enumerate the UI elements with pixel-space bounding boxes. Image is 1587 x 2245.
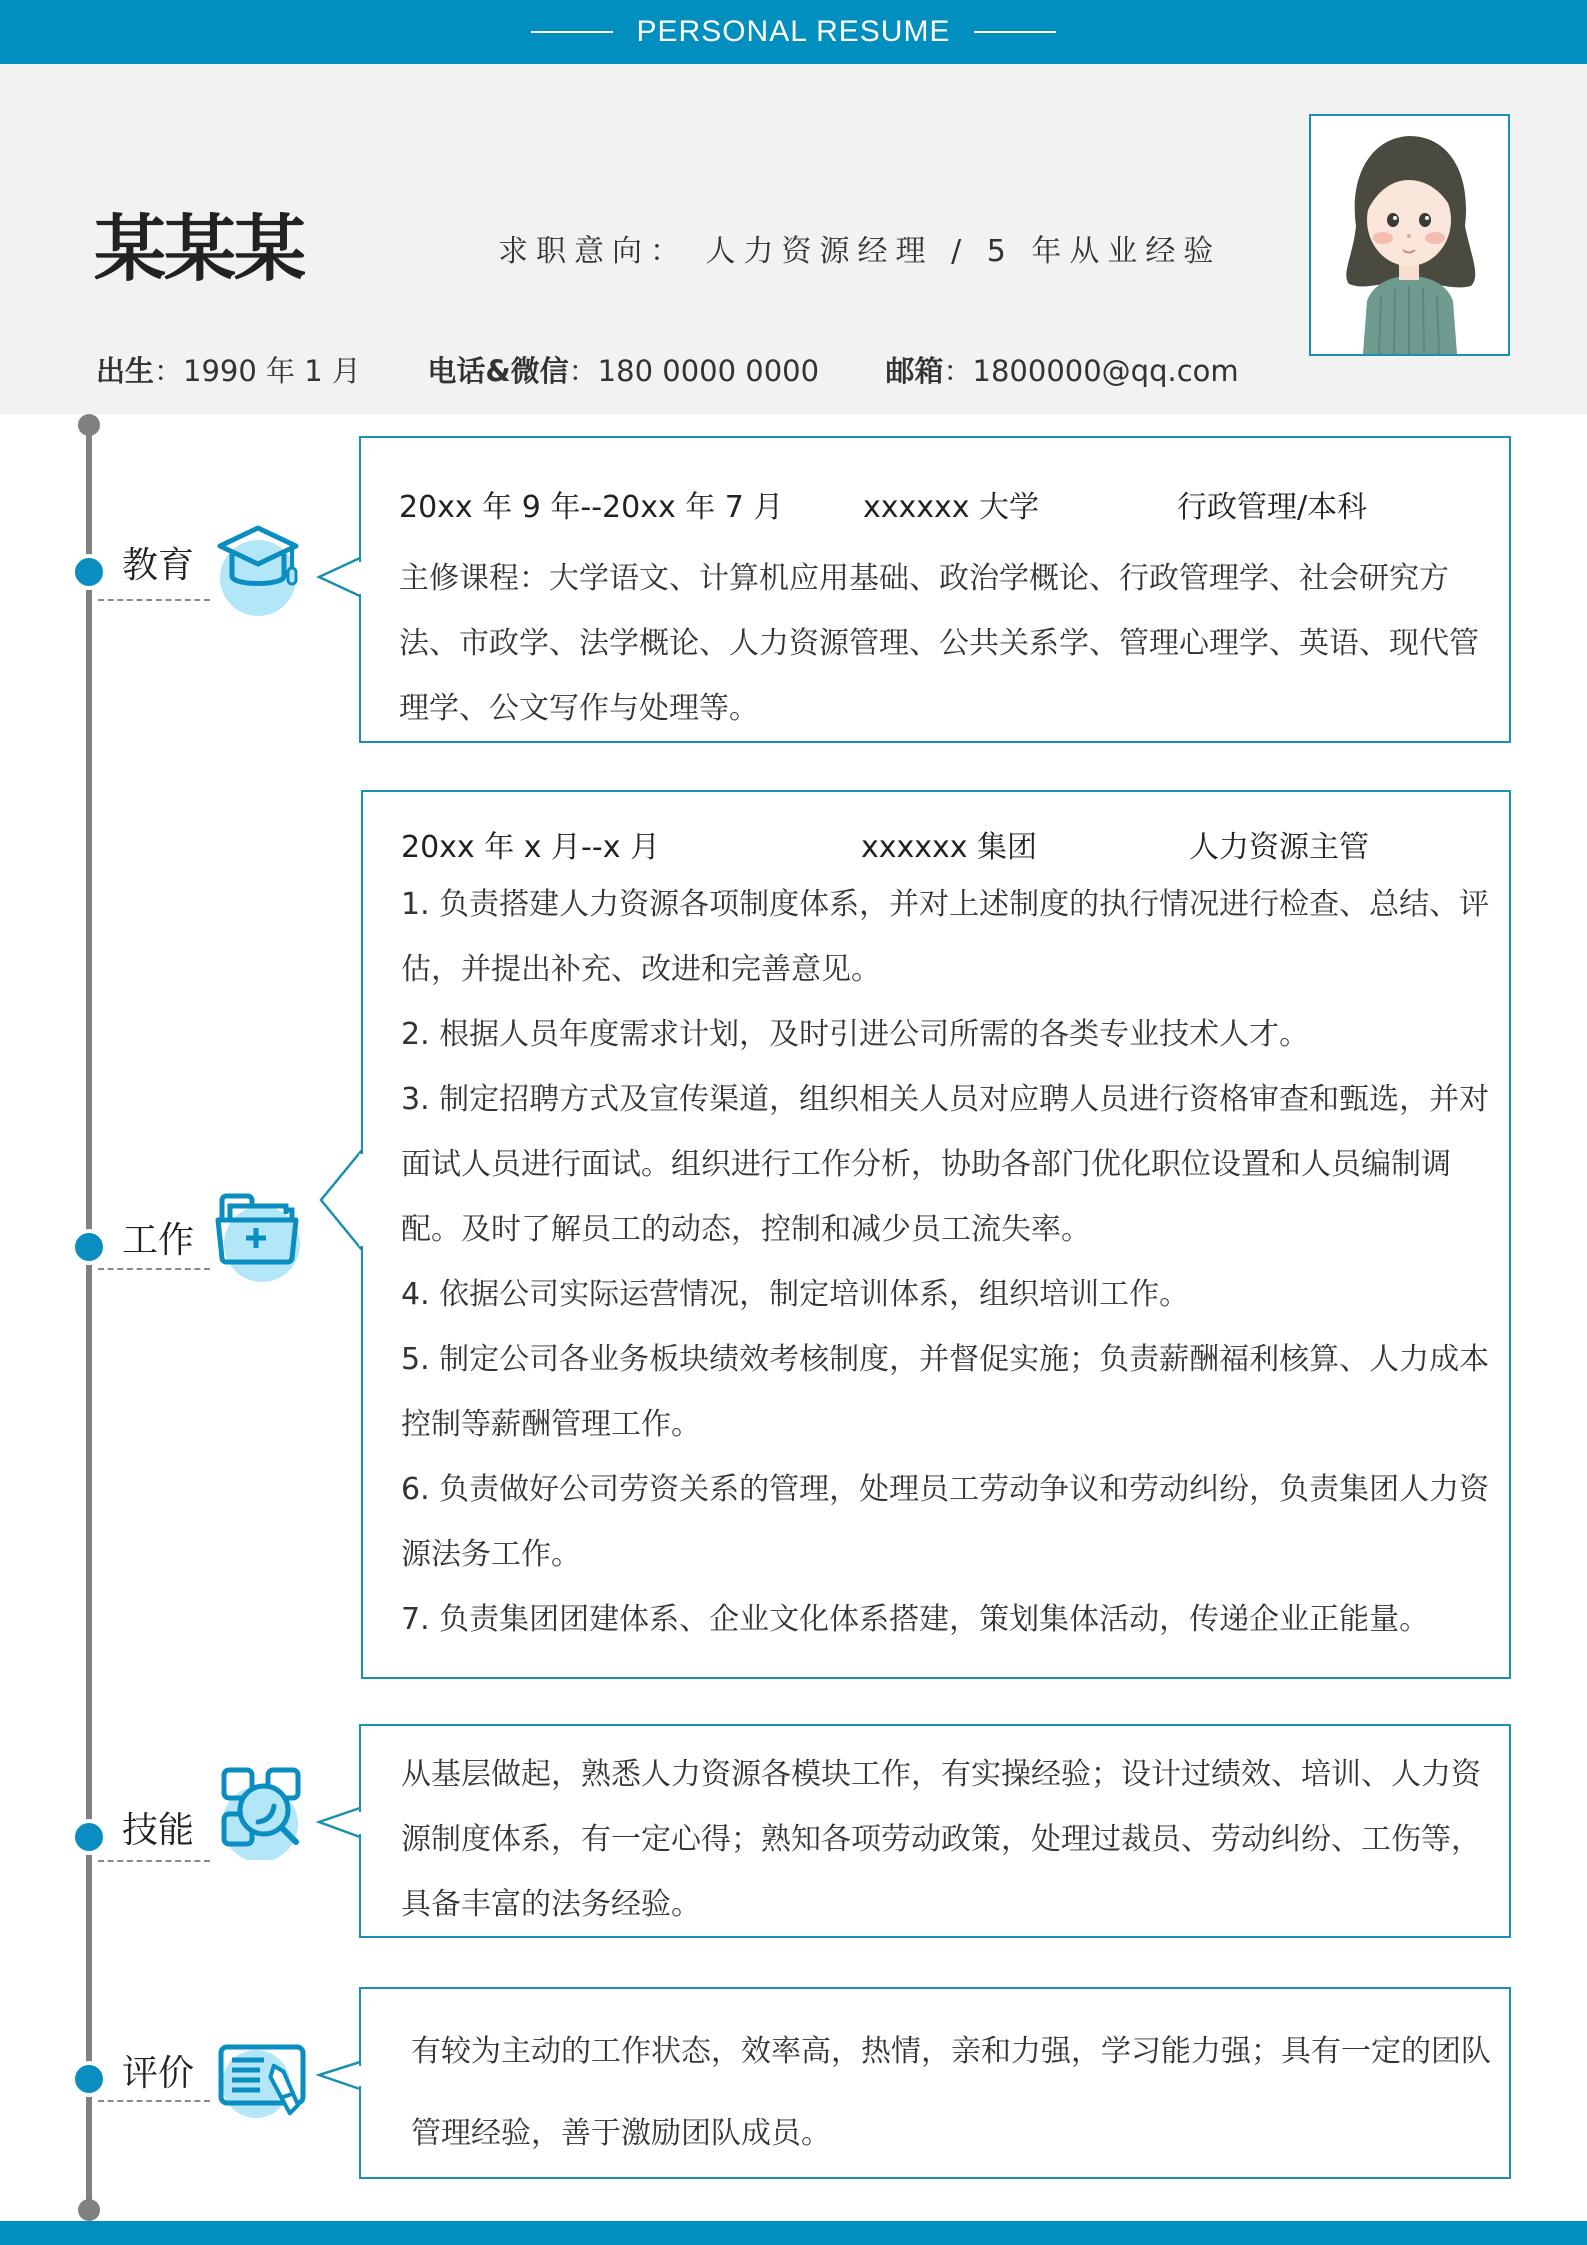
search-grid-icon — [218, 1764, 314, 1860]
work-dash — [98, 1268, 210, 1270]
education-period: 20xx 年 9 年--20xx 年 7 月 — [399, 490, 784, 525]
candidate-name: 某某某 — [94, 207, 305, 291]
skills-pointer-gap — [357, 1812, 363, 1834]
timeline-line — [86, 424, 92, 2210]
email-label: 邮箱 — [885, 354, 944, 388]
skills-label: 技能 — [118, 1809, 198, 1853]
timeline-end-cap — [78, 2199, 100, 2221]
evaluation-text: 有较为主动的工作状态，效率高，热情，亲和力强，学习能力强；具有一定的团队管理经验，善于激励团队成员。 — [411, 2034, 1491, 2151]
evaluation-pointer-gap — [357, 2066, 363, 2086]
document-pencil-icon — [218, 2044, 314, 2140]
work-duty-item: 6. 负责做好公司劳资关系的管理，处理员工劳动争议和劳动纠纷，负责集团人力资源法务工作。 — [401, 1472, 1490, 1572]
banner-rule-left — [531, 31, 613, 33]
education-dash — [98, 599, 210, 601]
top-banner — [0, 0, 1587, 64]
work-duty-item: 4. 依据公司实际运营情况，制定培训体系，组织培训工作。 — [401, 1277, 1190, 1312]
profile-header — [0, 64, 1587, 414]
education-pointer — [316, 556, 362, 600]
birth-value: ：1990 年 1 月 — [154, 354, 361, 388]
skills-text: 从基层做起，熟悉人力资源各模块工作，有实操经验；设计过绩效、培训、人力资源制度体系，有一定心得；熟知各项劳动政策，处理过裁员、劳动纠纷、工伤等，具备丰富的法务经验。 — [401, 1757, 1481, 1922]
job-intent: 求职意向： 人力资源经理 / 5 年从业经验 — [498, 234, 1222, 269]
work-duty-item: 3. 制定招聘方式及宣传渠道，组织相关人员对应聘人员进行资格审查和甄选，并对面试人员进行面试。组织进行工作分析，协助各部门优化职位设置和人员编制调配。及时了解员工的动态，控制和减少员工流失率。 — [401, 1082, 1490, 1247]
skills-dash — [98, 1860, 210, 1862]
work-duty-item: 7. 负责集团团建体系、企业文化体系搭建，策划集体活动，传递企业正能量。 — [401, 1602, 1430, 1637]
education-school: xxxxxx 大学 — [863, 490, 1040, 525]
skills-pointer — [316, 1806, 362, 1840]
work-label: 工作 — [118, 1219, 198, 1263]
work-company: xxxxxx 集团 — [861, 830, 1038, 865]
education-card — [359, 436, 1511, 743]
work-duty-item: 5. 制定公司各业务板块绩效考核制度，并督促实施；负责薪酬福利核算、人力成本控制等薪酬管理工作。 — [401, 1342, 1490, 1442]
contact-info-row — [96, 351, 1239, 391]
banner-title: PERSONAL RESUME — [636, 15, 951, 48]
evaluation-node-dot — [71, 2061, 107, 2097]
bottom-banner — [0, 2221, 1587, 2245]
work-duties-list — [401, 872, 1491, 1652]
folder-plus-icon — [214, 1192, 310, 1288]
work-position: 人力资源主管 — [1189, 830, 1369, 865]
education-node-dot — [71, 554, 107, 590]
education-pointer-gap — [357, 562, 363, 594]
evaluation-pointer — [316, 2060, 362, 2092]
banner-title-row — [0, 0, 1587, 64]
evaluation-label: 评价 — [118, 2052, 198, 2096]
evaluation-card — [359, 1987, 1511, 2179]
education-major: 行政管理/本科 — [1177, 490, 1368, 525]
skills-card — [359, 1724, 1511, 1938]
graduation-cap-icon — [210, 520, 306, 616]
phone-label: 电话&微信 — [427, 354, 569, 388]
work-node-dot — [71, 1229, 107, 1265]
timeline-start-cap — [78, 414, 100, 436]
email-value: ：1800000@qq.com — [943, 354, 1239, 388]
work-period: 20xx 年 x 月--x 月 — [401, 830, 660, 865]
birth-label: 出生 — [96, 354, 155, 388]
work-pointer — [318, 1148, 364, 1252]
work-duty-item: 1. 负责搭建人力资源各项制度体系，并对上述制度的执行情况进行检查、总结、评估，并提出补充、改进和完善意见。 — [401, 887, 1490, 987]
education-label: 教育 — [118, 544, 198, 588]
evaluation-dash — [98, 2100, 210, 2102]
skills-node-dot — [71, 1819, 107, 1855]
work-card — [361, 790, 1511, 1679]
banner-rule-right — [974, 31, 1056, 33]
education-courses: 主修课程：大学语文、计算机应用基础、政治学概论、行政管理学、社会研究方法、市政学、法学概论、人力资源管理、公共关系学、管理心理学、英语、现代管理学、公文写作与处理等。 — [399, 561, 1479, 726]
avatar-illustration — [1311, 116, 1508, 354]
work-duty-item: 2. 根据人员年度需求计划，及时引进公司所需的各类专业技术人才。 — [401, 1017, 1310, 1052]
profile-photo — [1309, 114, 1510, 356]
phone-value: ：180 0000 0000 — [568, 354, 820, 388]
work-pointer-gap — [359, 1154, 365, 1246]
